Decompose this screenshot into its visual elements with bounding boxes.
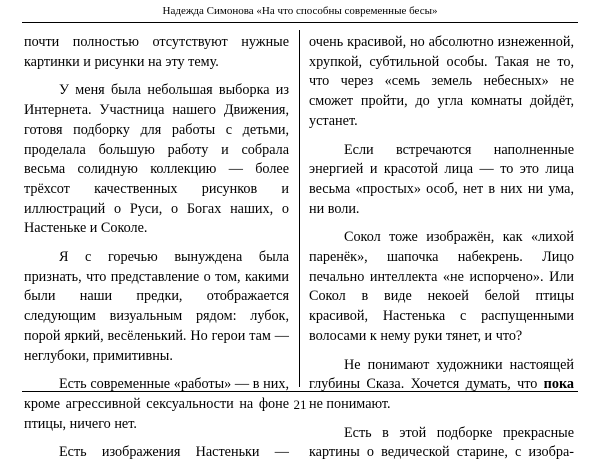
- paragraph: Сокол тоже изображён, как «лихой паренёк», шапочка набекрень. Лицо печально интеллекта «не испорчено». Или Сокол в виде некоей белой птицы красивой, Настенька с распущенными волосами к нему руки тянет, и что?: [309, 229, 574, 344]
- page-number: 21: [293, 397, 307, 412]
- paragraph: Я с горечью вынуждена была признать, что представление о том, какими были наши предки, отображается следующим визуальным рядом: лубок, порой яркий, весёленький. Но герои там — неглубоки, примитивны.: [24, 249, 289, 364]
- paragraph: У меня была небольшая выборка из Интернета. Участница нашего Движения, готовя подборку для работы с детьми, проделала большую работу и собрала весьма солидную коллекцию — более трёхсот качественных рисунков и иллюстраций о Руси, о Богах наших, о Настеньке и Соколе.: [24, 82, 289, 237]
- paragraph: Если встречаются наполненные энергией и красотой лица — то это лица весьма «простых» особ, нет в них ни ума, ни воли.: [309, 141, 574, 217]
- footer-divider: [22, 391, 578, 392]
- paragraph: очень красивой, но абсолютно изнеженной, хрупкой, субтильной особы. Такая не то, что через «семь земель небесных» не сможет пройти, до угла комнаты дойдёт, устанет.: [309, 34, 574, 129]
- emphasis-word: пока: [543, 376, 574, 393]
- running-header: Надежда Симонова «На что способны современные бесы»: [162, 5, 438, 17]
- paragraph: Есть современные «работы» — в них, кроме агрессивной сексуальности на фоне птицы, ничего нет.: [24, 376, 289, 432]
- column-divider: [299, 30, 300, 387]
- paragraph: Есть изображения Настеньки —: [59, 444, 289, 461]
- paragraph-text: Не понимают художники настоящей глубины Сказа. Хочется думать, что: [309, 356, 574, 393]
- header-divider: [22, 22, 578, 23]
- paragraph: почти полностью отсутствуют нужные картинки и рисунки на эту тему.: [24, 34, 289, 70]
- paragraph-text: не понимают.: [309, 395, 391, 412]
- paragraph: Есть в этой подборке прекрасные картины о ведической старине, с изобра-: [309, 424, 574, 461]
